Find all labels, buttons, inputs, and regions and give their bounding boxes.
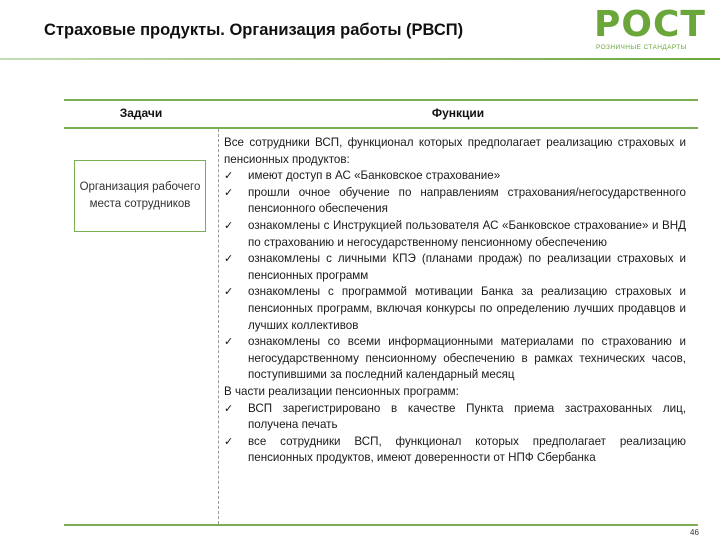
table-top-border: [64, 99, 698, 101]
check-icon: ✓: [224, 286, 234, 299]
logo-tagline: РОЗНИЧНЫЕ СТАНДАРТЫ: [596, 44, 687, 51]
rost-logo: [592, 4, 706, 56]
check-icon: ✓: [224, 253, 234, 266]
check-icon: ✓: [224, 435, 234, 448]
list-item: ✓ ознакомлены с Инструкцией пользователя АС «Банковское страхование» и ВНД по страхованию и негосударственному пенсионному обеспечению: [224, 218, 686, 249]
list-item: ✓ все сотрудники ВСП, функционал которых предполагает реализацию пенсионных продуктов, имеют доверенности от НПФ Сбербанка: [224, 434, 686, 465]
slide-header: [0, 0, 720, 60]
check-icon: ✓: [224, 186, 234, 199]
list-item: ✓ ознакомлены с личными КПЭ (планами продаж) по реализации страховых и пенсионных программ: [224, 252, 686, 282]
list-item: ✓ ознакомлены с программой мотивации Банка за реализацию страховых и пенсионных программ, включая конкурсы по определению лучших продавцов и лучших коллективов: [224, 285, 686, 332]
check-icon: ✓: [224, 170, 234, 183]
check-icon: ✓: [224, 336, 234, 349]
slide-title: Страховые продукты. Организация работы (РВСП): [44, 21, 464, 39]
column-divider: [218, 129, 219, 524]
header-functions: Функции: [431, 106, 485, 120]
task-text: Организация рабочего места сотрудников: [79, 181, 201, 210]
list-item: ✓ ВСП зарегистрировано в качестве Пункта приема застрахованных лиц, получена печать: [224, 401, 686, 432]
check-icon: ✓: [224, 219, 234, 232]
page-number: 46: [690, 528, 699, 537]
functions-list: [224, 168, 686, 384]
header-divider: [0, 58, 720, 60]
check-icon: ✓: [224, 402, 234, 415]
pension-intro: В части реализации пенсионных программ:: [224, 384, 459, 398]
pension-list: [224, 401, 686, 467]
logo-wordmark: РОСТ: [594, 4, 706, 45]
functions-cell: [224, 135, 686, 467]
functions-intro: Все сотрудники ВСП, функционал которых предполагает реализацию страховых и пенсионных продуктов:: [224, 136, 686, 166]
list-item: ✓ имеют доступ в АС «Банковское страхование»: [224, 168, 686, 185]
table-bottom-border: [64, 524, 698, 526]
task-cell: [74, 160, 206, 232]
header-tasks: Задачи: [119, 106, 163, 120]
table-header-border: [64, 127, 698, 129]
list-item: ✓ прошли очное обучение по направлениям страхования/негосударственного пенсионного обеспечения: [224, 185, 686, 216]
list-item: ✓ ознакомлены со всеми информационными материалами по страхованию и негосударственному пенсионному обеспечению в рамках технических часов, поступившими за последний календарный месяц: [224, 335, 686, 382]
